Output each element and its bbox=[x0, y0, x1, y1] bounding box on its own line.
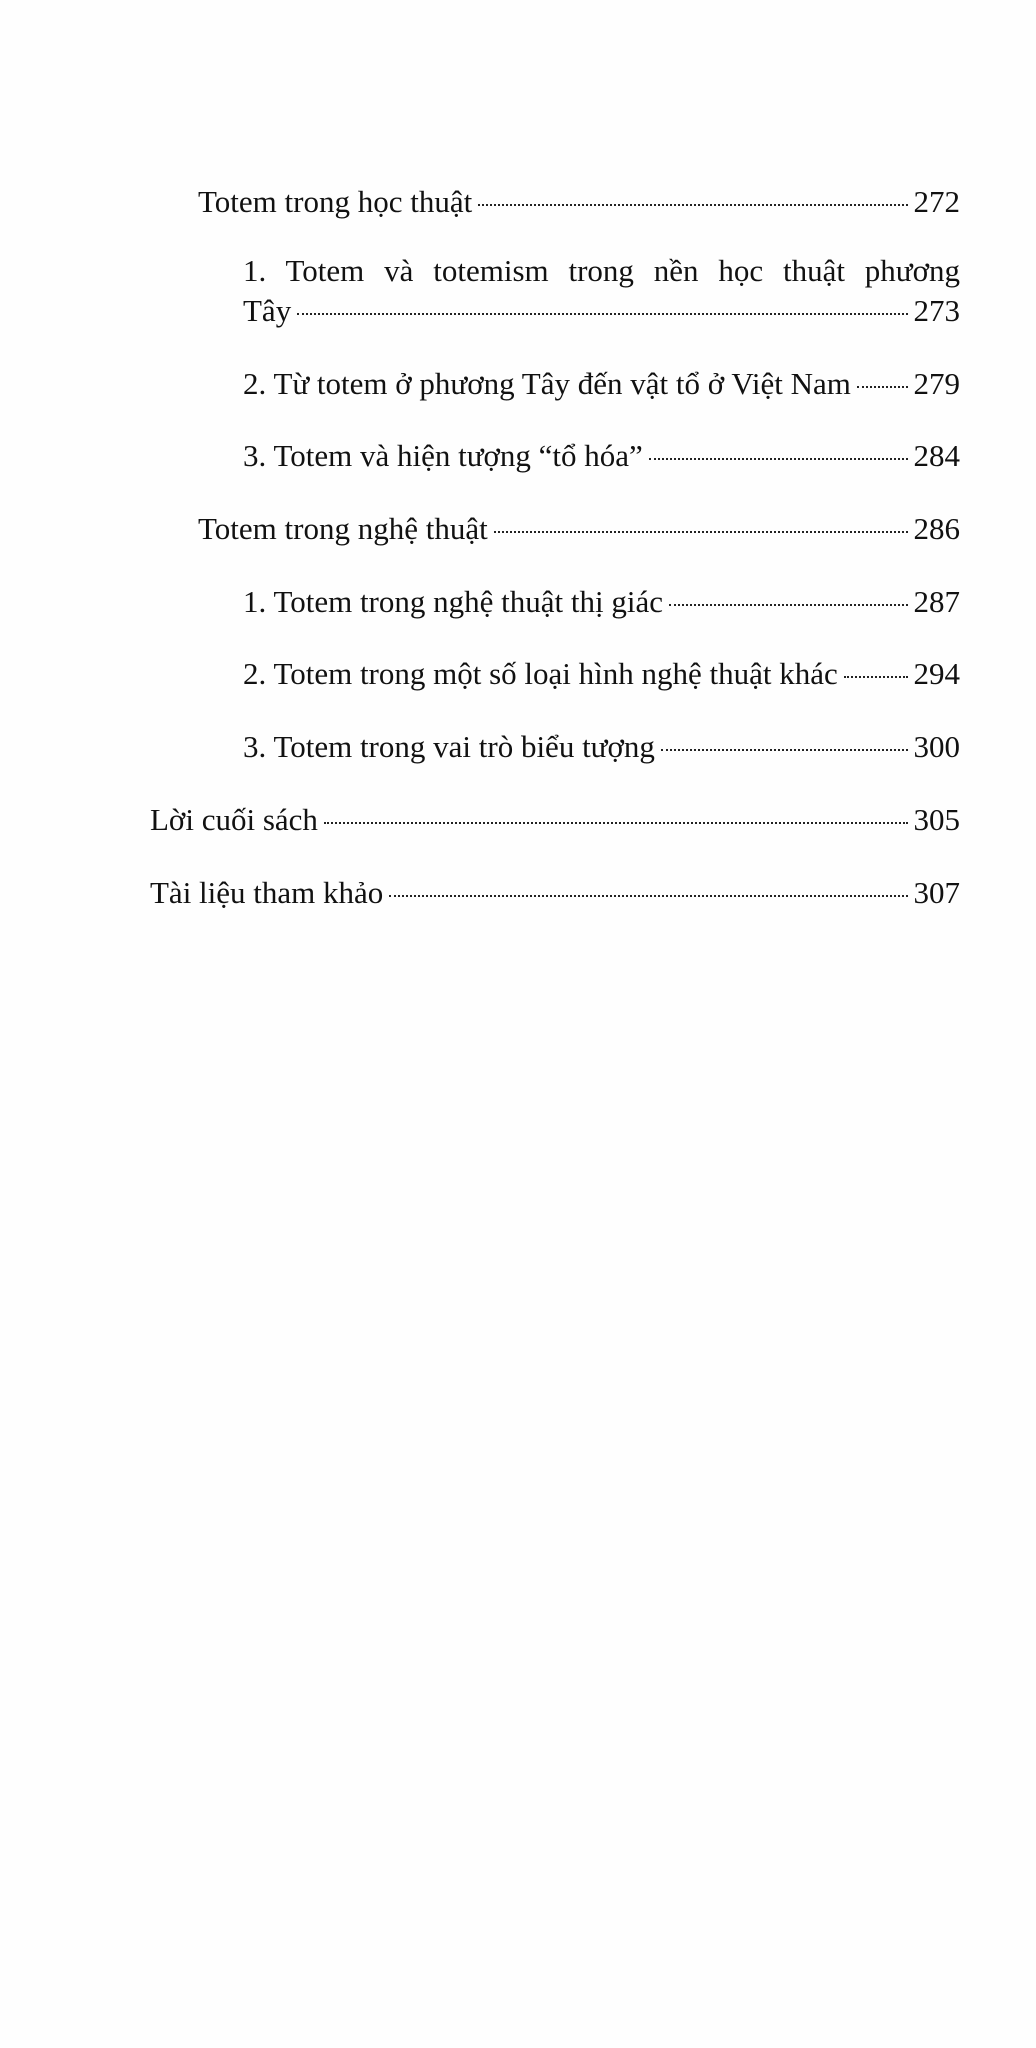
toc-entry-page: 273 bbox=[913, 293, 960, 328]
toc-entry[interactable] bbox=[243, 364, 960, 404]
toc-entry[interactable] bbox=[243, 251, 960, 291]
toc-entry[interactable] bbox=[198, 509, 960, 549]
toc-entry-title: 1. Totem trong nghệ thuật thị giác bbox=[243, 584, 663, 619]
toc-entry-title: 3. Totem trong vai trò biểu tượng bbox=[243, 729, 655, 764]
dot-leader bbox=[857, 386, 908, 388]
toc-entry-page: 287 bbox=[913, 584, 960, 619]
dot-leader bbox=[669, 604, 908, 606]
toc-entry-title: 3. Totem và hiện tượng “tổ hóa” bbox=[243, 438, 643, 473]
toc-entry-title: Tài liệu tham khảo bbox=[150, 875, 384, 910]
toc-entry-title-line1: 1. Totem và totemism trong nền học thuật phương bbox=[243, 253, 960, 288]
dot-leader bbox=[649, 458, 908, 460]
dot-leader bbox=[494, 531, 908, 533]
toc-entry-page: 300 bbox=[913, 729, 960, 764]
toc-entry-page: 279 bbox=[913, 366, 960, 401]
toc-entry[interactable] bbox=[198, 182, 960, 222]
toc-entry-page: 272 bbox=[913, 184, 960, 219]
dot-leader bbox=[478, 204, 907, 206]
toc-entry-title: Totem trong học thuật bbox=[198, 184, 473, 219]
toc-entry[interactable] bbox=[243, 654, 960, 694]
dot-leader bbox=[844, 676, 908, 678]
toc-entry-title: Totem trong nghệ thuật bbox=[198, 511, 488, 546]
toc-entry[interactable] bbox=[243, 582, 960, 622]
dot-leader bbox=[297, 313, 907, 315]
toc-entry[interactable] bbox=[243, 436, 960, 476]
toc-entry[interactable] bbox=[243, 727, 960, 767]
toc-entry-page: 286 bbox=[913, 511, 960, 546]
toc-entry-page: 294 bbox=[913, 656, 960, 691]
toc-entry-continuation[interactable] bbox=[243, 291, 960, 331]
toc-entry-title: Lời cuối sách bbox=[150, 802, 318, 837]
toc-entry-title-line2: Tây bbox=[243, 293, 292, 328]
toc-entry-title: 2. Từ totem ở phương Tây đến vật tổ ở Việt Nam bbox=[243, 366, 851, 401]
toc-entry[interactable] bbox=[150, 873, 960, 913]
toc-entry-page: 284 bbox=[913, 438, 960, 473]
dot-leader bbox=[324, 822, 908, 824]
toc-entry-page: 305 bbox=[913, 802, 960, 837]
toc-entry-title: 2. Totem trong một số loại hình nghệ thuật khác bbox=[243, 656, 838, 691]
dot-leader bbox=[389, 895, 907, 897]
dot-leader bbox=[661, 749, 908, 751]
toc-entry-page: 307 bbox=[913, 875, 960, 910]
toc-entry[interactable] bbox=[150, 800, 960, 840]
